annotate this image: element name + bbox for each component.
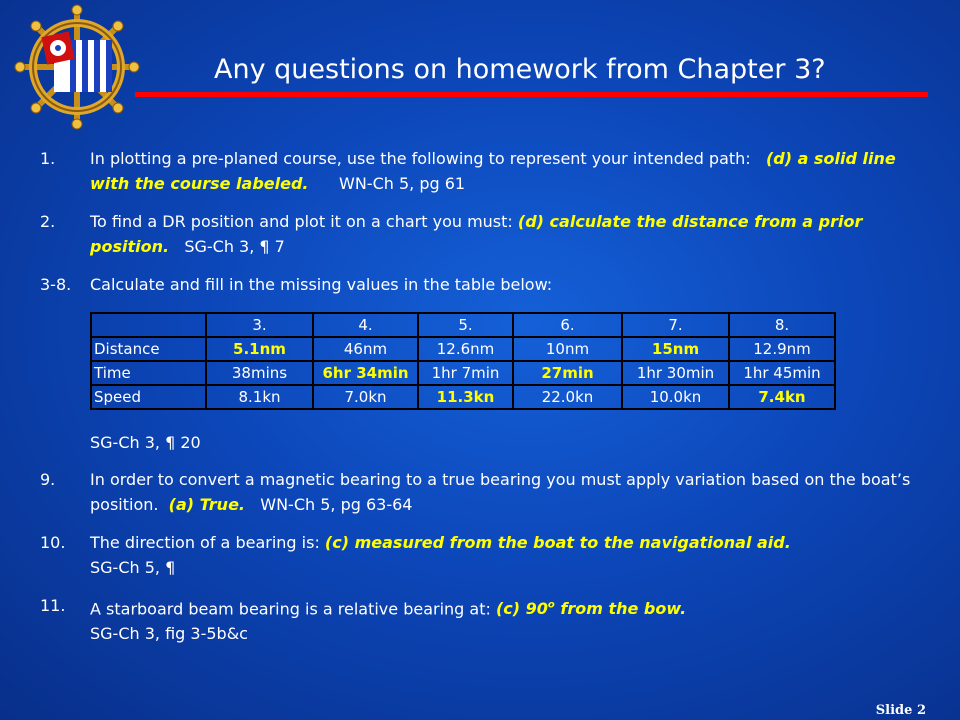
table-header-cell: 5. bbox=[418, 313, 513, 337]
question-10 bbox=[40, 530, 930, 580]
table-row-label: Time bbox=[91, 361, 206, 385]
speed-time-distance-table bbox=[90, 312, 836, 410]
table-row bbox=[91, 361, 835, 385]
table-header-cell: 8. bbox=[729, 313, 835, 337]
table-header-cell: 4. bbox=[313, 313, 418, 337]
question-text: To find a DR position and plot it on a chart you must: bbox=[90, 212, 513, 231]
table-row bbox=[91, 337, 835, 361]
question-text: Calculate and fill in the missing values in the table below: bbox=[90, 275, 553, 294]
table-header-cell: 6. bbox=[513, 313, 622, 337]
table-cell: 15nm bbox=[622, 337, 729, 361]
question-number: 11. bbox=[40, 596, 66, 615]
table-cell: 7.0kn bbox=[313, 385, 418, 409]
question-number: 9. bbox=[40, 470, 56, 489]
table-cell: 10nm bbox=[513, 337, 622, 361]
table-header-cell: 7. bbox=[622, 313, 729, 337]
question-11 bbox=[40, 593, 930, 646]
question-answer: (d) calculate the distance from a prior position. bbox=[90, 212, 863, 256]
ships-wheel-flag-logo bbox=[14, 4, 140, 130]
question-3-8 bbox=[40, 272, 930, 297]
slide-number: Slide 2 bbox=[875, 703, 926, 718]
table-cell: 5.1nm bbox=[206, 337, 313, 361]
table-cell: 10.0kn bbox=[622, 385, 729, 409]
table-cell: 46nm bbox=[313, 337, 418, 361]
answer-text: from the bow. bbox=[554, 599, 687, 619]
question-reference: SG-Ch 5, ¶ bbox=[90, 558, 176, 577]
question-reference: SG-Ch 3, ¶ 7 bbox=[184, 237, 285, 256]
title-divider bbox=[135, 92, 928, 97]
question-number: 1. bbox=[40, 149, 56, 168]
question-text: In order to convert a magnetic bearing to a true bearing you must apply variation based on the boat’s position. bbox=[90, 470, 911, 514]
table-cell: 12.6nm bbox=[418, 337, 513, 361]
table-cell: 7.4kn bbox=[729, 385, 835, 409]
table-header-row bbox=[91, 313, 835, 337]
question-9 bbox=[40, 467, 930, 517]
page-title: Any questions on homework from Chapter 3? bbox=[214, 54, 826, 85]
table-cell: 12.9nm bbox=[729, 337, 835, 361]
question-answer bbox=[496, 599, 686, 618]
table-reference: SG-Ch 3, ¶ 20 bbox=[90, 433, 201, 452]
question-answer: (a) True. bbox=[168, 495, 245, 514]
table-cell: 1hr 45min bbox=[729, 361, 835, 385]
table-header-cell: 3. bbox=[206, 313, 313, 337]
table-row bbox=[91, 385, 835, 409]
table-cell: 11.3kn bbox=[418, 385, 513, 409]
question-answer: (c) measured from the boat to the navigational aid. bbox=[324, 533, 791, 552]
question-number: 2. bbox=[40, 212, 56, 231]
question-number: 10. bbox=[40, 533, 66, 552]
table-cell: 27min bbox=[513, 361, 622, 385]
question-reference: WN-Ch 5, pg 61 bbox=[339, 174, 466, 193]
table-cell: 1hr 7min bbox=[418, 361, 513, 385]
table-header-cell bbox=[91, 313, 206, 337]
table-cell: 1hr 30min bbox=[622, 361, 729, 385]
question-text: In plotting a pre-planed course, use the following to represent your intended path: bbox=[90, 149, 751, 168]
question-2 bbox=[40, 209, 930, 259]
table-row-label: Speed bbox=[91, 385, 206, 409]
table-reference-line bbox=[40, 430, 930, 455]
question-text: A starboard beam bearing is a relative bearing at: bbox=[90, 599, 491, 619]
question-answer: (d) a solid line with the course labeled. bbox=[90, 149, 896, 193]
question-reference: WN-Ch 5, pg 63-64 bbox=[260, 495, 413, 514]
answer-text: (c) 90 bbox=[495, 599, 548, 619]
question-reference: SG-Ch 3, fig 3-5b&c bbox=[90, 624, 248, 644]
table-cell: 38mins bbox=[206, 361, 313, 385]
question-text: The direction of a bearing is: bbox=[90, 533, 320, 552]
degree-superscript: o bbox=[547, 600, 555, 611]
table-cell: 22.0kn bbox=[513, 385, 622, 409]
question-number: 3-8. bbox=[40, 275, 72, 294]
question-1 bbox=[40, 146, 930, 196]
table-row-label: Distance bbox=[91, 337, 206, 361]
table-cell: 6hr 34min bbox=[313, 361, 418, 385]
table-cell: 8.1kn bbox=[206, 385, 313, 409]
